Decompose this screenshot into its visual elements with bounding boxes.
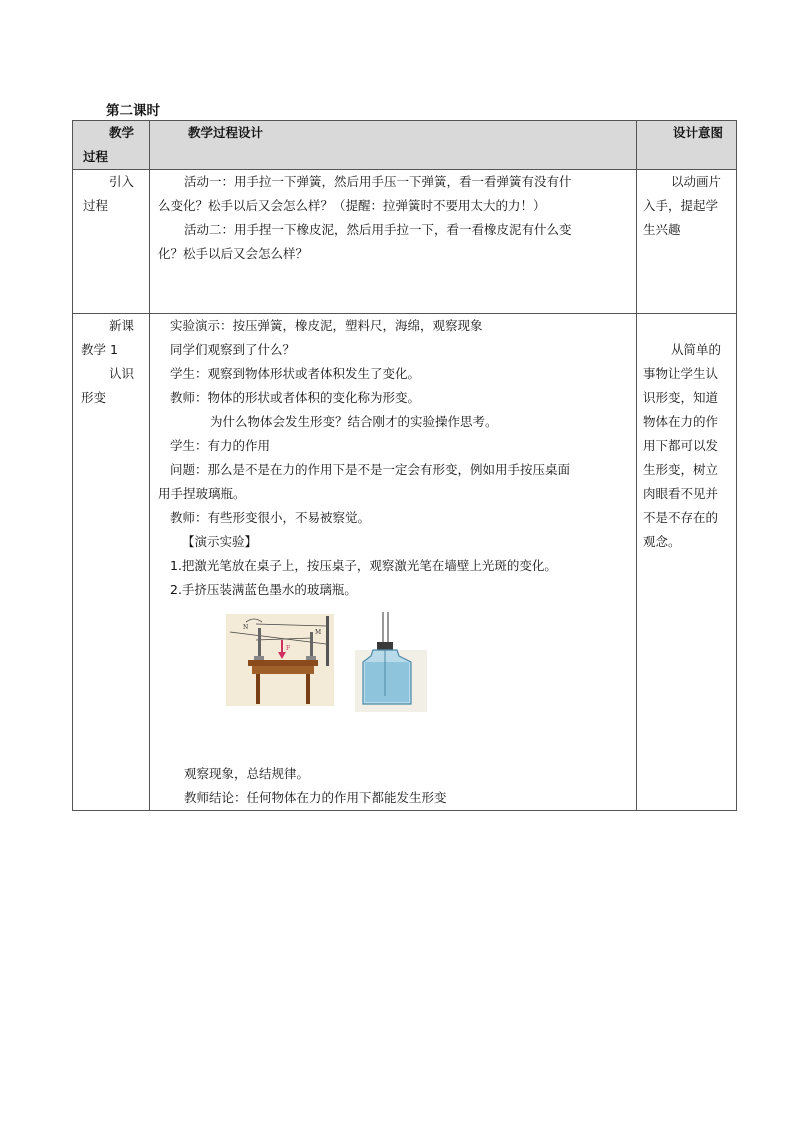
intro-content-cell [150,170,637,314]
laser-table-figure [226,614,334,706]
content-line: 用手捏玻璃瓶。 [158,486,246,501]
intro-purpose-line2: 入手，提起学 [643,198,719,213]
table-row-intro [73,170,737,314]
new-lesson-label-line3: 认识 [109,366,135,381]
figure-label-f: F [286,645,291,652]
demo-step-2: 2.手挤压装满蓝色墨水的玻璃瓶。 [170,582,357,597]
intro-activity1-line1: 活动一：用手拉一下弹簧，然后用手压一下弹簧，看一看弹簧有没有什 [184,174,572,189]
figure-area [150,602,636,762]
header-design [150,121,637,170]
content-line: 学生：观察到物体形状或者体积发生了变化。 [170,366,421,381]
purpose-line: 物体在力的作 [643,414,719,429]
header-intent-text: 设计意图 [673,125,724,140]
purpose-line: 识形变，知道 [643,390,719,405]
purpose-line: 观念。 [643,534,681,549]
purpose-line: 事物让学生认 [643,366,719,381]
header-process-line2: 过程 [83,149,109,164]
content-line: 观察现象，总结规律。 [184,766,310,781]
new-lesson-label-line1: 新课 [109,318,135,333]
intro-purpose-line1: 以动画片 [671,174,722,189]
purpose-line: 肉眼看不见并 [643,486,719,501]
new-lesson-purpose-cell [637,314,737,811]
content-line: 为什么物体会发生形变？结合刚才的实验操作思考。 [210,414,498,429]
content-line: 教师：物体的形状或者体积的变化称为形变。 [170,390,421,405]
figure-label-m: M [315,629,322,636]
section-title: 第二课时 [106,103,160,119]
new-lesson-content-cell [150,314,637,811]
content-line: 同学们观察到了什么？ [170,342,296,357]
demo-step-1: 1.把激光笔放在桌子上，按压桌子，观察激光笔在墙壁上光斑的变化。 [170,558,557,573]
intro-purpose-cell [637,170,737,314]
table-row-new-lesson [73,314,737,811]
content-line: 学生：有力的作用 [170,438,271,453]
header-design-text: 教学过程设计 [188,125,264,140]
content-line: 问题：那么是不是在力的作用下是不是一定会有形变，例如用手按压桌面 [170,462,571,477]
new-lesson-label-line2: 教学 1 [81,342,118,357]
new-lesson-label-cell [73,314,150,811]
demo-heading: 【演示实验】 [182,534,258,549]
intro-label-cell [73,170,150,314]
purpose-line: 用下都可以发 [643,438,719,453]
teacher-conclusion: 教师结论：任何物体在力的作用下都能发生形变 [184,790,447,805]
lesson-table [72,120,737,811]
content-line: 教师：有些形变很小，不易被察觉。 [170,510,371,525]
intro-activity2-line2: 化？松手以后又会怎么样？ [158,246,309,261]
header-intent [637,121,737,170]
header-process [73,121,150,170]
header-process-line1: 教学 [109,125,135,140]
intro-activity1-line2: 么变化？松手以后又会怎么样？（提醒：拉弹簧时不要用太大的力！） [158,198,546,213]
new-lesson-label-line4: 形变 [81,390,107,405]
intro-purpose-line3: 生兴趣 [643,222,681,237]
intro-label-line1: 引入 [109,174,135,189]
purpose-line: 不是不存在的 [643,510,719,525]
figure-label-n: N [243,624,249,631]
intro-label-line2: 过程 [83,198,109,213]
purpose-line: 生形变，树立 [643,462,719,477]
content-line: 实验演示：按压弹簧，橡皮泥，塑料尺，海绵，观察现象 [170,318,483,333]
ink-bottle-figure [355,612,427,712]
intro-activity2-line1: 活动二：用手捏一下橡皮泥，然后用手拉一下，看一看橡皮泥有什么变 [184,222,572,237]
purpose-line: 从简单的 [671,342,722,357]
table-header-row [73,121,737,170]
